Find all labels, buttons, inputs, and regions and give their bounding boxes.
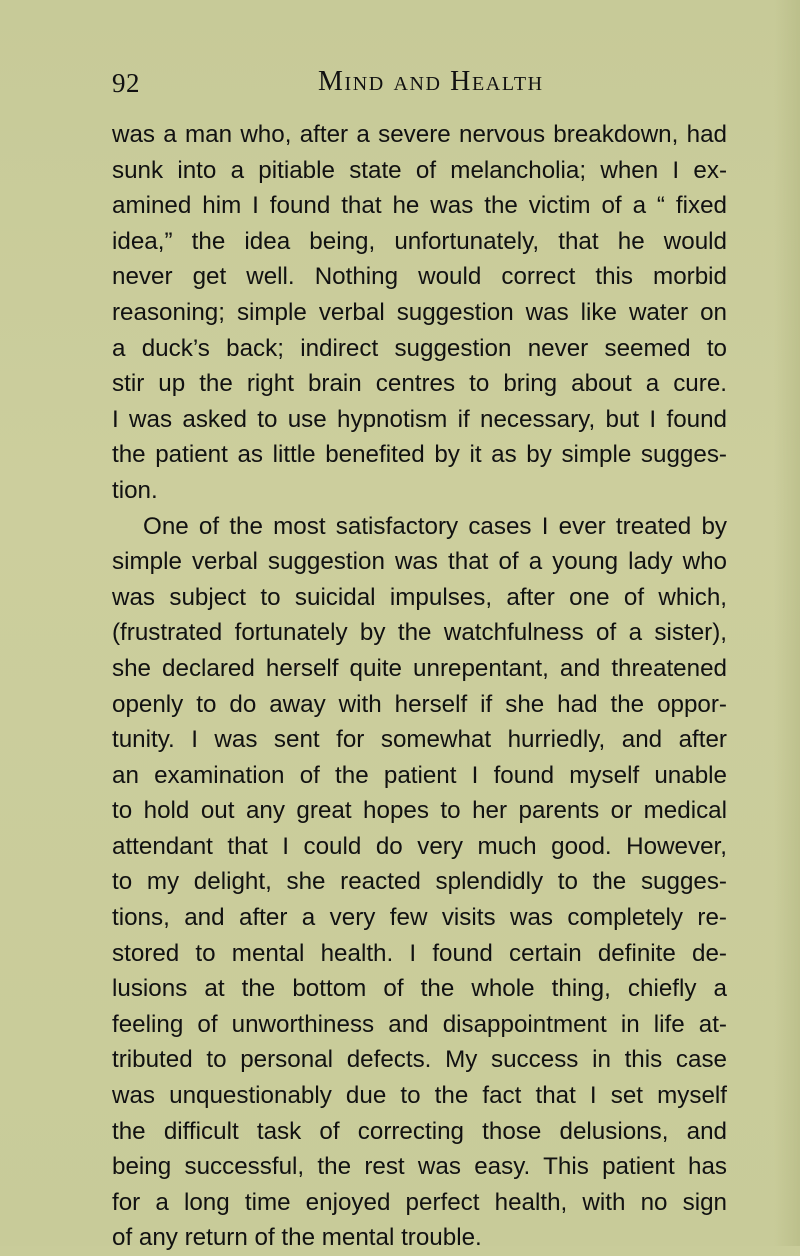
text-line: being successful, the rest was easy. This patient has: [112, 1153, 727, 1181]
text-line: the difficult task of correcting those delusions, and: [112, 1117, 727, 1145]
text-line: tions, and after a very few visits was completely re-: [112, 904, 727, 932]
text-line: was subject to suicidal impulses, after one of which,: [112, 583, 727, 611]
body-text: [112, 117, 727, 1256]
text-line: stir up the right brain centres to bring about a cure.: [112, 370, 727, 398]
text-line: stored to mental health. I found certain definite de-: [112, 939, 727, 967]
page-edge-shadow: [774, 0, 800, 1246]
text-line: openly to do away with herself if she had the oppor-: [112, 690, 727, 718]
text-line: to my delight, she reacted splendidly to the sugges-: [112, 868, 727, 896]
text-line: One of the most satisfactory cases I ever treated by: [143, 512, 727, 540]
paragraph-1: [112, 117, 727, 509]
text-line: amined him I found that he was the victim of a “ fixed: [112, 192, 727, 220]
text-line: was a man who, after a severe nervous breakdown, had: [112, 121, 727, 148]
paragraph-2: [112, 509, 727, 1256]
text-line: was unquestionably due to the fact that I set myself: [112, 1082, 727, 1110]
text-line: a duck’s back; indirect suggestion never seemed to: [112, 334, 727, 362]
page-number: 92: [112, 68, 140, 98]
text-line: never get well. Nothing would correct this morbid: [112, 263, 727, 291]
running-title: Mind and Health: [318, 66, 544, 97]
text-line: for a long time enjoyed perfect health, with no sign: [112, 1188, 727, 1216]
text-line: to hold out any great hopes to her parents or medical: [112, 797, 727, 825]
text-line: simple verbal suggestion was that of a young lady who: [112, 548, 727, 576]
text-line: tunity. I was sent for somewhat hurriedly, and after: [112, 726, 727, 754]
running-head: [112, 62, 712, 102]
text-line: feeling of unworthiness and disappointment in life at-: [112, 1010, 727, 1038]
text-line: idea,” the idea being, unfortunately, that he would: [112, 227, 727, 255]
text-line: (frustrated fortunately by the watchfulness of a sister),: [112, 619, 727, 647]
text-line: the patient as little benefited by it as by simple sugges-: [112, 441, 727, 469]
text-line: tion.: [112, 476, 158, 504]
text-line: I was asked to use hypnotism if necessary, but I found: [112, 405, 727, 433]
text-line: reasoning; simple verbal suggestion was like water on: [112, 298, 727, 326]
text-line: tributed to personal defects. My success in this case: [112, 1046, 727, 1074]
text-line: sunk into a pitiable state of melancholia; when I ex-: [112, 156, 727, 184]
text-line: she declared herself quite unrepentant, and threatened: [112, 654, 727, 682]
text-line: attendant that I could do very much good. However,: [112, 832, 727, 860]
text-line: of any return of the mental trouble.: [112, 1224, 482, 1252]
text-line: an examination of the patient I found myself unable: [112, 761, 727, 789]
text-line: lusions at the bottom of the whole thing, chiefly a: [112, 975, 727, 1003]
